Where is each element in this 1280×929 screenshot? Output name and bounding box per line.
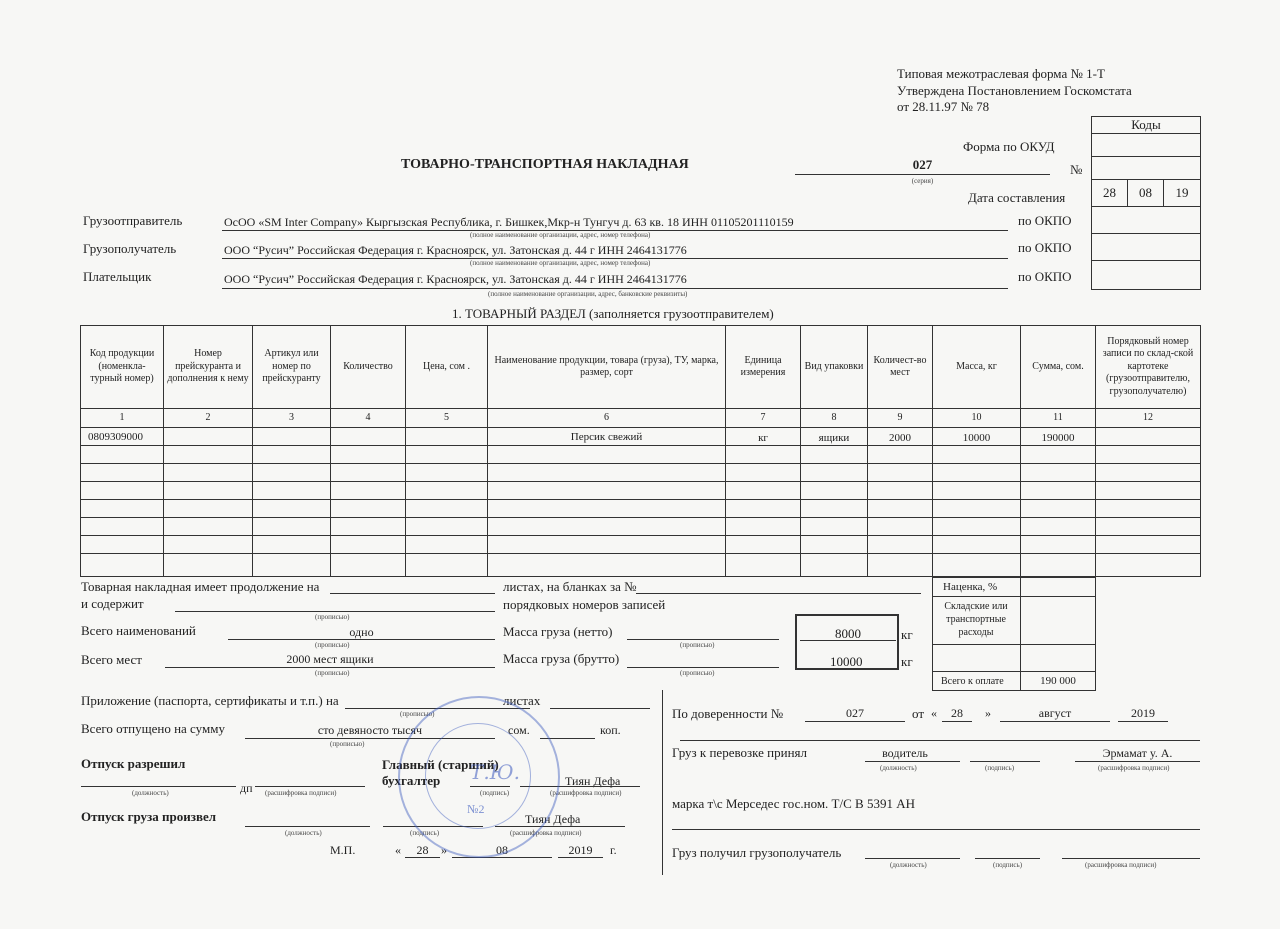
allowed-signature-mark: дп: [240, 781, 253, 795]
appendix-label: Приложение (паспорта, сертификаты и т.п.) на: [81, 693, 339, 708]
date-year-cell: [1163, 179, 1201, 207]
chief-label: Главный (старший) бухгалтер: [382, 757, 499, 789]
allowed-label: Отпуск разрешил: [81, 756, 186, 771]
gross-value: 10000: [830, 654, 863, 669]
form-header-line3: от 28.11.97 № 78: [897, 99, 990, 114]
date-year: 19: [1175, 185, 1189, 200]
accepted-decode-caption: (расшифровка подписи): [1098, 764, 1170, 772]
in-words-caption-5: (прописью): [680, 669, 715, 677]
total-pay-value: 190 000: [1040, 675, 1076, 687]
accepted-position: водитель: [882, 746, 928, 760]
col-header-12: Порядковый номер записи по склад-ской картотеке (грузоотправителю, грузополучателю): [1095, 325, 1201, 409]
release-day: 28: [416, 843, 429, 857]
total-names-value: одно: [349, 625, 374, 639]
shipper-caption: (полное наименование организации, адрес, номер телефона): [470, 231, 651, 239]
markup-label: Наценка, %: [943, 581, 998, 593]
chief-name: Тиян Дефа: [565, 774, 621, 788]
col-number-7: 7: [725, 408, 801, 428]
col-header-2: Номер прейскуранта и дополнения к нему: [163, 325, 253, 409]
date-label: Дата составления: [968, 190, 1066, 205]
form-header-line2: Утверждена Постановлением Госкомстата: [897, 83, 1132, 98]
date-month-cell: [1127, 179, 1164, 207]
date-month: 08: [1139, 185, 1152, 200]
col-number-2: 2: [163, 408, 253, 428]
handwritten-signature: Т.Ю.: [470, 760, 520, 784]
net-kg: кг: [901, 627, 913, 642]
consignee-value: ООО “Русич” Российская Федерация г. Красноярск, ул. Затонская д. 44 г ИНН 2464131776: [224, 243, 687, 257]
col-number-3: 3: [252, 408, 331, 428]
release-year-suffix: г.: [610, 843, 617, 857]
net-value: 8000: [835, 626, 861, 641]
col-number-12: 12: [1095, 408, 1201, 428]
gross-kg: кг: [901, 654, 913, 669]
in-words-caption-1: (прописью): [315, 613, 350, 621]
table-row-package: ящики: [818, 432, 850, 444]
appendix-sheets: листах: [503, 693, 541, 708]
table-row-places: 2000: [889, 432, 911, 444]
series-caption: (серия): [911, 177, 934, 185]
col-header-6: Наименование продукции, товара (груза), ТУ, марка, размер, сорт: [487, 325, 726, 409]
okpo-label-payer: по ОКПО: [1018, 269, 1072, 284]
consignee-caption: (полное наименование организации, адрес, номер телефона): [470, 259, 651, 267]
release-quote-close: »: [441, 843, 447, 857]
shipper-value: ОсОО «SM Inter Company» Кыргызская Республика, г. Бишкек,Мкр-н Тунгуч д. 63 кв. 18 ИНН 01105201110159: [224, 215, 794, 229]
total-places-label: Всего мест: [81, 652, 142, 667]
col-number-4: 4: [330, 408, 406, 428]
made-name: Тиян Дефа: [525, 812, 581, 826]
made-position-caption: (должность): [285, 829, 322, 837]
number-code-cell: [1091, 156, 1201, 180]
okpo-consignee-cell: [1091, 233, 1201, 261]
company-seal: [398, 696, 560, 858]
col-header-8: Вид упаковки: [800, 325, 868, 409]
table-row-mass: 10000: [962, 432, 991, 444]
total-places-value: 2000 мест ящики: [286, 652, 374, 666]
section-title: 1. ТОВАРНЫЙ РАЗДЕЛ (заполняется грузоотправителем): [452, 306, 774, 321]
table-body: [80, 427, 1201, 577]
received-position-caption: (должность): [890, 861, 927, 869]
col-number-9: 9: [867, 408, 933, 428]
continuation-label: Товарная накладная имеет продолжение на: [81, 579, 320, 594]
okud-code-cell: [1091, 133, 1201, 157]
in-words-caption-4: (прописью): [680, 641, 715, 649]
table-row-code: 0809309000: [88, 431, 143, 443]
released-sum-label: Всего отпущено на сумму: [81, 721, 225, 736]
released-sum-value: сто девяносто тысяч: [317, 723, 423, 737]
col-number-6: 6: [487, 408, 726, 428]
contains-label: и содержит: [81, 596, 144, 611]
allowed-position-caption: (должность): [132, 789, 169, 797]
col-header-3: Артикул или номер по прейскуранту: [252, 325, 331, 409]
chief-signature-caption: (подпись): [480, 789, 510, 797]
release-quote-open: «: [395, 843, 401, 857]
col-header-11: Сумма, сом.: [1020, 325, 1096, 409]
gross-label: Масса груза (брутто): [503, 651, 620, 666]
in-words-caption-3: (прописью): [315, 669, 350, 677]
number-label: №: [1070, 162, 1083, 177]
chief-decode-caption: (расшифровка подписи): [550, 789, 622, 797]
proxy-number: 027: [846, 706, 864, 720]
allowed-decode-caption: (расшифровка подписи): [265, 789, 337, 797]
okpo-shipper-cell: [1091, 206, 1201, 234]
document-series: 027: [912, 157, 933, 172]
accepted-label: Груз к перевозке принял: [672, 745, 808, 760]
warehouse-label: Складские или транспортные расходы: [944, 601, 1008, 638]
vehicle-info: марка т\с Мерседес гос.ном. Т/С В 5391 АН: [672, 796, 915, 811]
col-number-11: 11: [1020, 408, 1096, 428]
company-seal-number: №2: [467, 802, 485, 816]
proxy-quote-close: »: [985, 706, 991, 720]
proxy-month: август: [1038, 706, 1072, 720]
accepted-signature-caption: (подпись): [985, 764, 1015, 772]
accepted-position-caption: (должность): [880, 764, 917, 772]
col-number-10: 10: [932, 408, 1021, 428]
net-label: Масса груза (нетто): [503, 624, 613, 639]
col-number-8: 8: [800, 408, 868, 428]
total-pay-label: Всего к оплате: [941, 676, 1004, 687]
made-label: Отпуск груза произвел: [81, 809, 217, 824]
col-header-9: Количест-во мест: [867, 325, 933, 409]
table-row-sum: 190000: [1041, 432, 1075, 444]
consignee-label: Грузополучатель: [83, 241, 177, 256]
document-title: ТОВАРНО-ТРАНСПОРТНАЯ НАКЛАДНАЯ: [401, 157, 689, 172]
received-label: Груз получил грузополучатель: [672, 845, 842, 860]
col-header-4: Количество: [330, 325, 406, 409]
okpo-label-consignee: по ОКПО: [1018, 240, 1072, 255]
form-header-line1: Типовая межотраслевая форма № 1-Т: [897, 66, 1105, 81]
payer-label: Плательщик: [83, 269, 152, 284]
proxy-label: По доверенности №: [672, 706, 784, 721]
payer-caption: (полное наименование организации, адрес, банковские реквизиты): [488, 290, 688, 298]
proxy-year: 2019: [1131, 706, 1155, 720]
table-row-name: Персик свежий: [570, 431, 643, 443]
accepted-name: Эрмамат у. А.: [1102, 746, 1173, 760]
col-number-5: 5: [405, 408, 488, 428]
col-header-1: Код продукции (номенкла-турный номер): [80, 325, 164, 409]
in-words-caption-7: (прописью): [330, 740, 365, 748]
received-signature-caption: (подпись): [993, 861, 1023, 869]
proxy-day: 28: [951, 706, 963, 720]
codes-title: Коды: [1131, 117, 1161, 132]
stamp-place-label: М.П.: [330, 843, 356, 857]
codes-title-cell: [1091, 116, 1201, 134]
col-number-1: 1: [80, 408, 164, 428]
okpo-label-shipper: по ОКПО: [1018, 213, 1072, 228]
table-row-unit: кг: [758, 432, 768, 444]
col-header-7: Единица измерения: [725, 325, 801, 409]
okpo-payer-cell: [1091, 260, 1201, 290]
proxy-from-label: от: [912, 706, 925, 721]
proxy-quote-open: «: [931, 706, 937, 720]
currency-label: сом.: [508, 723, 530, 737]
received-decode-caption: (расшифровка подписи): [1085, 861, 1157, 869]
in-words-caption-2: (прописью): [315, 641, 350, 649]
total-names-label: Всего наименований: [81, 623, 196, 638]
payer-value: ООО “Русич” Российская Федерация г. Красноярск, ул. Затонская д. 44 г ИНН 2464131776: [224, 272, 687, 286]
mass-box: [795, 614, 899, 670]
kop-label: коп.: [600, 723, 621, 737]
made-signature-caption: (подпись): [410, 829, 440, 837]
col-header-5: Цена, сом .: [405, 325, 488, 409]
release-year: 2019: [568, 843, 593, 857]
okud-label: Форма по ОКУД: [963, 139, 1055, 154]
in-words-caption-6: (прописью): [400, 710, 435, 718]
made-decode-caption: (расшифровка подписи): [510, 829, 582, 837]
release-month: 08: [496, 843, 508, 857]
sheets-label: листах, на бланках за №: [503, 579, 637, 594]
date-day: 28: [1103, 185, 1116, 200]
shipper-label: Грузоотправитель: [83, 213, 183, 228]
records-label: порядковых номеров записей: [503, 597, 666, 612]
col-header-10: Масса, кг: [932, 325, 1021, 409]
date-day-cell: [1091, 179, 1128, 207]
